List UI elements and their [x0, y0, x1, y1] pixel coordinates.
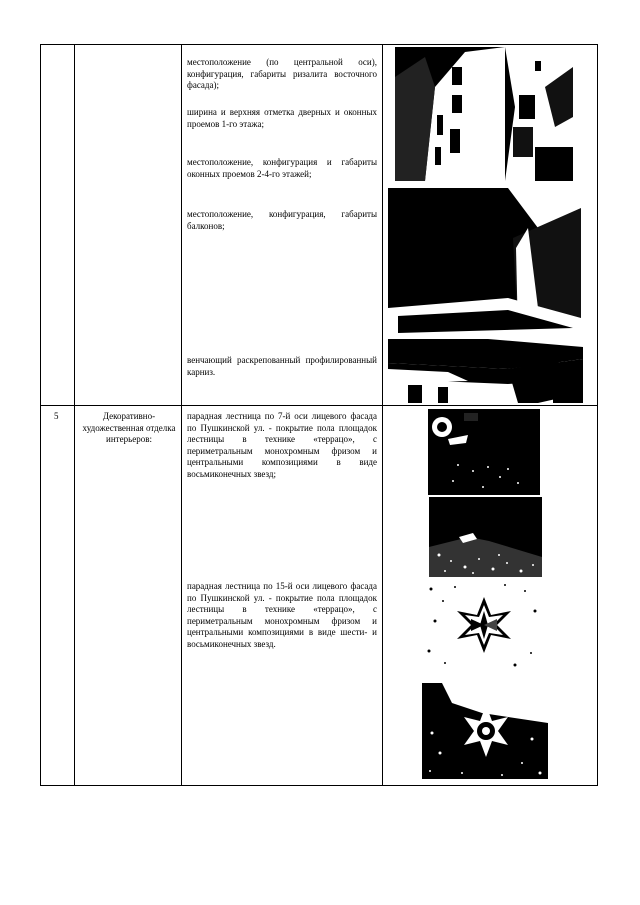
- staircase-floor-photo: [428, 409, 540, 495]
- item-text: местоположение (по центральной оси), конфигурация, габариты ризалита восточного фасада);: [187, 57, 377, 91]
- six-point-star-floor-photo: [422, 683, 548, 779]
- row-category: Декоративно-художественная отделка интерьеров:: [82, 411, 176, 445]
- balcony-photo: [388, 188, 581, 335]
- eight-point-star-floor-photo: [425, 581, 543, 669]
- item-text: парадная лестница по 15-й оси лицевого фасада по Пушкинской ул. - покрытие пола площадок лестницы в технике «террацо», с периметральным монохромным фризом и центральными композициями в виде шести- и восьмиконечных звезд.: [187, 581, 377, 649]
- heritage-table: [40, 44, 598, 786]
- cornice-photo: [388, 339, 583, 403]
- item-text: венчающий раскрепованный профилированный карниз.: [187, 355, 377, 377]
- item-text: парадная лестница по 7-й оси лицевого фасада по Пушкинской ул. - покрытие пола площадок лестницы в технике «террацо», с периметральным монохромным фризом и центральными композициями в виде восьмиконечных звезд;: [187, 411, 377, 479]
- item-text: местоположение, конфигурация, габариты балконов;: [187, 209, 377, 231]
- column-divider: [181, 45, 182, 785]
- facade-photo: [395, 47, 573, 181]
- item-text: местоположение, конфигурация и габариты оконных проемов 2-4-го этажей;: [187, 157, 377, 179]
- staircase-floor-photo: [429, 497, 542, 577]
- row-number: 5: [54, 411, 59, 421]
- row-divider: [41, 405, 597, 406]
- item-text: ширина и верхняя отметка дверных и оконных проемов 1-го этажа;: [187, 107, 377, 129]
- column-divider: [74, 45, 75, 785]
- column-divider: [382, 45, 383, 785]
